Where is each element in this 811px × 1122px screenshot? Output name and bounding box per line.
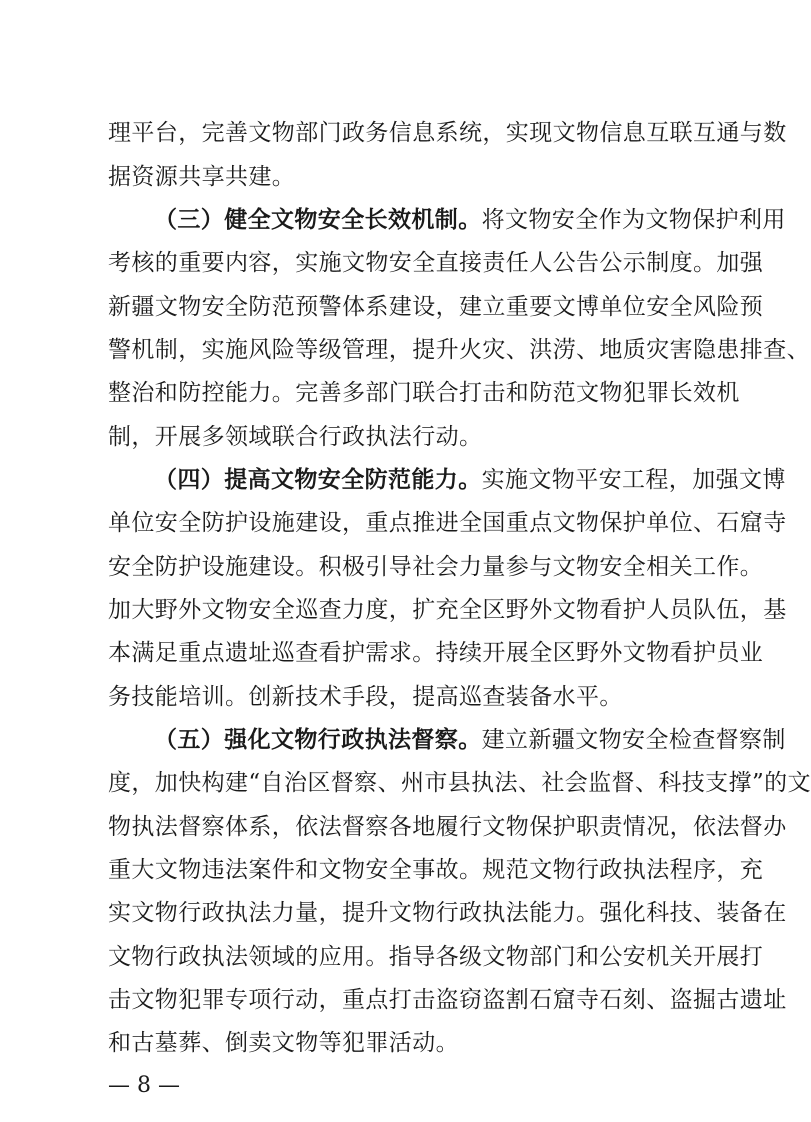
text-line: 整治和防控能力。完善多部门联合打击和防范文物犯罪长效机 [108, 380, 740, 406]
section-5-first-line [108, 720, 786, 760]
text-line: 新疆文物安全防范预警体系建设，建立重要文博单位安全风险预 [108, 294, 764, 320]
section-4-first-line [108, 460, 786, 500]
section-4-text: 实施文物平安工程，加强文博 [481, 467, 786, 493]
text-line: 理平台，完善文物部门政务信息系统，实现文物信息互联互通与数 [108, 120, 787, 146]
text-line: 度，加快构建“自治区督察、州市县执法、社会监督、科技支撑”的文 [108, 770, 811, 796]
section-3-heading: （三）健全文物安全长效机制。 [154, 206, 482, 233]
text-line: 和古墓葬、倒卖文物等犯罪活动。 [108, 1030, 459, 1056]
text-line: 考核的重要内容，实施文物安全直接责任人公告公示制度。加强 [108, 250, 764, 276]
section-5-text: 建立新疆文物安全检查督察制 [481, 727, 786, 753]
section-5-heading: （五）强化文物行政执法督察。 [154, 726, 482, 753]
text-line: 实文物行政执法力量，提升文物行政执法能力。强化科技、装备在 [108, 900, 787, 926]
section-4-heading: （四）提高文物安全防范能力。 [154, 466, 482, 493]
section-3-first-line [108, 200, 786, 240]
text-line: 物执法督察体系，依法督察各地履行文物保护职责情况，依法督办 [108, 814, 787, 840]
text-line: 警机制，实施风险等级管理，提升火灾、洪涝、地质灾害隐患排查、 [108, 337, 810, 363]
page-number: — 8 — [108, 1073, 180, 1098]
section-3-text: 将文物安全作为文物保护利用 [481, 207, 786, 233]
text-line: 重大文物违法案件和文物安全事故。规范文物行政执法程序，充 [108, 857, 764, 883]
text-line: 击文物犯罪专项行动，重点打击盗窃盗割石窟寺石刻、盗掘古遗址 [108, 987, 787, 1013]
text-line: 单位安全防护设施建设，重点推进全国重点文物保护单位、石窟寺 [108, 510, 787, 536]
text-line: 文物行政执法领域的应用。指导各级文物部门和公安机关开展打 [108, 944, 764, 970]
text-line: 加大野外文物安全巡查力度，扩充全区野外文物看护人员队伍，基 [108, 597, 787, 623]
text-line: 安全防护设施建设。积极引导社会力量参与文物安全相关工作。 [108, 554, 764, 580]
text-line: 据资源共享共建。 [108, 164, 296, 190]
text-line: 制，开展多领域联合行政执法行动。 [108, 424, 483, 450]
text-line: 本满足重点遗址巡查看护需求。持续开展全区野外文物看护员业 [108, 640, 764, 666]
text-line: 务技能培训。创新技术手段，提高巡查装备水平。 [108, 684, 623, 710]
